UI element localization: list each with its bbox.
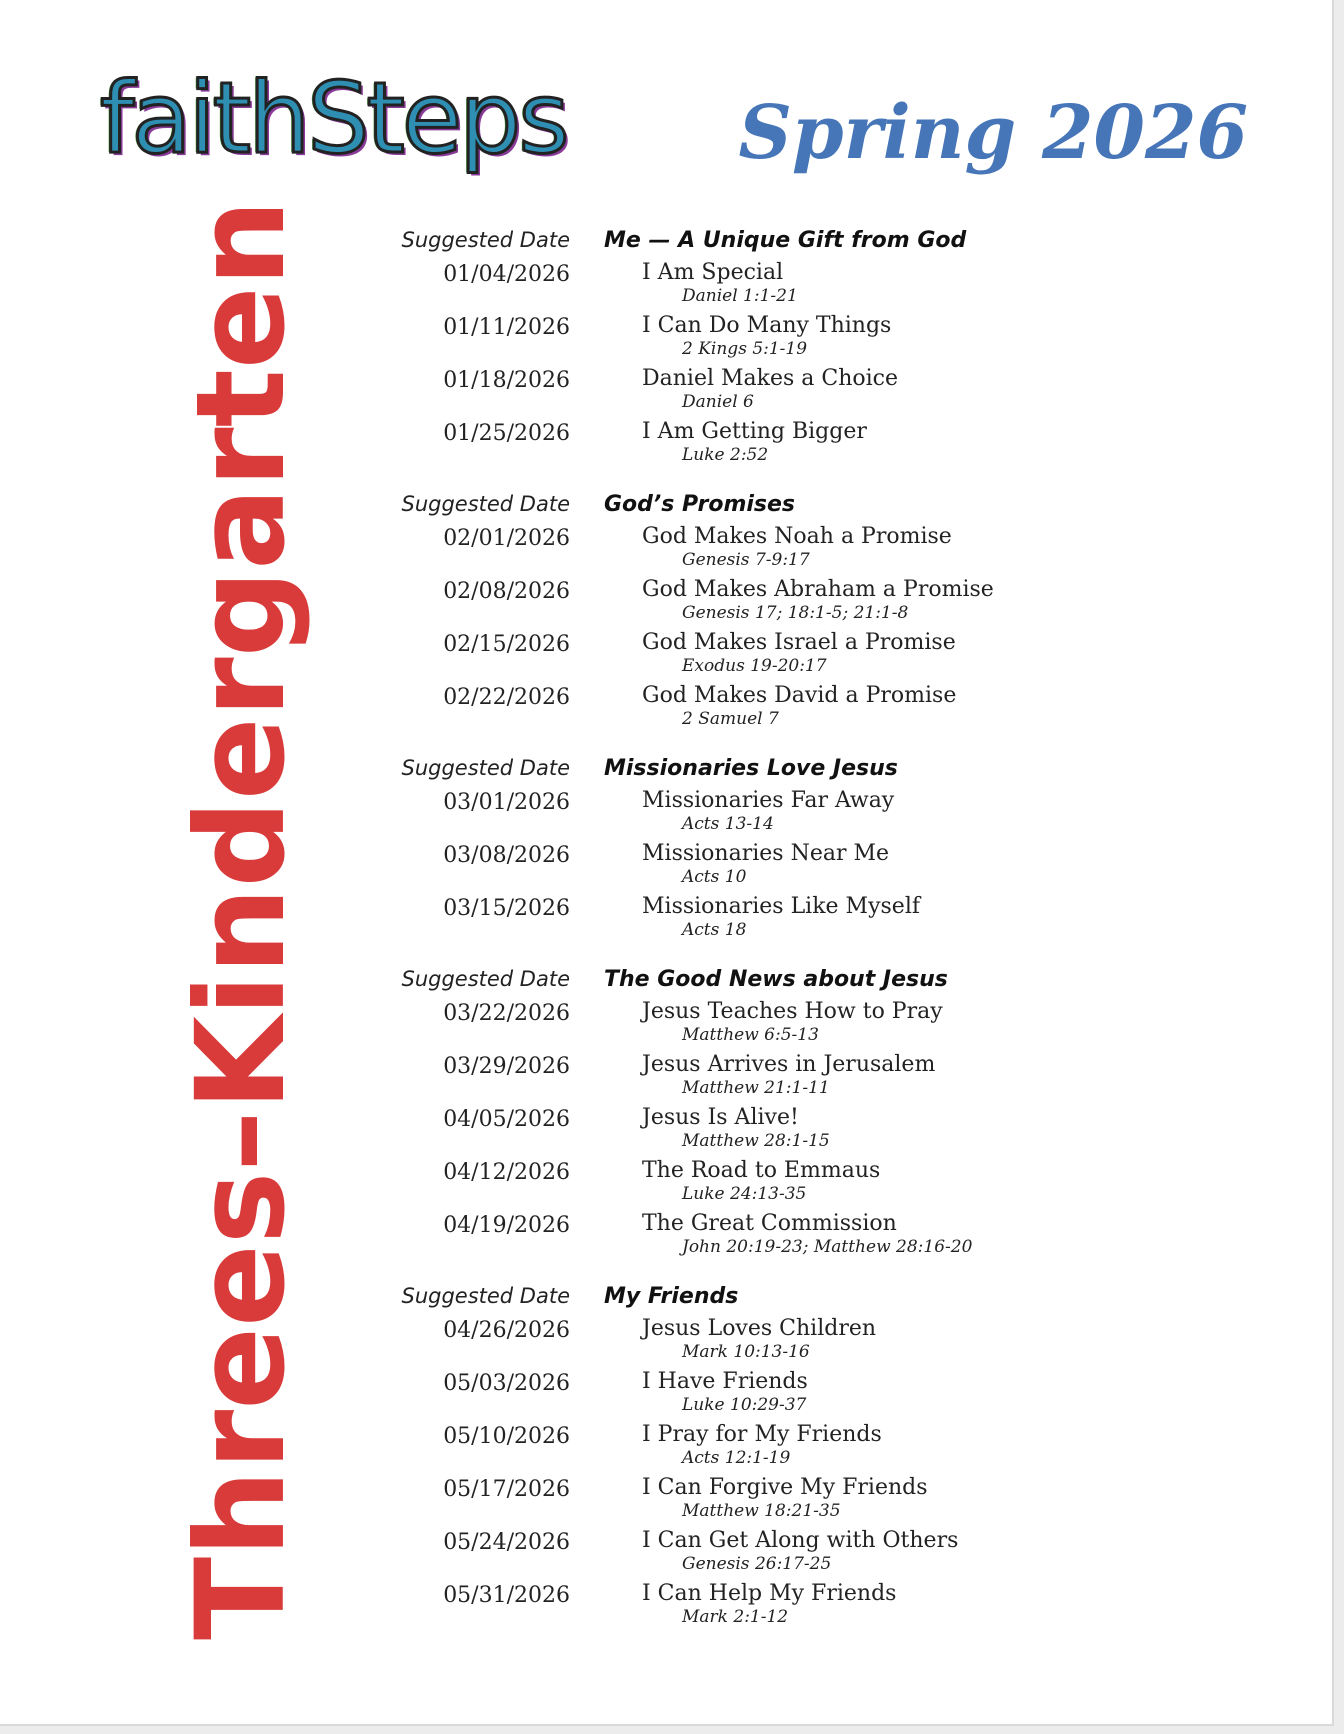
lesson-title: Jesus Is Alive! [642,1105,799,1130]
scripture-reference: Acts 10 [682,867,747,887]
suggested-date-label: Suggested Date [401,967,570,991]
suggested-date-label: Suggested Date [401,756,570,780]
lesson-title: I Pray for My Friends [642,1422,882,1447]
lesson-title: God Makes David a Promise [642,683,957,708]
scripture-reference: Acts 18 [682,920,747,940]
lesson-row [360,999,1180,1052]
lesson-date: 05/31/2026 [443,1583,570,1608]
lesson-date: 04/19/2026 [443,1213,570,1238]
scripture-reference: Genesis 17; 18:1-5; 21:1-8 [682,603,909,623]
lesson-date: 01/18/2026 [443,368,570,393]
age-group-title: Threes–Kindergarten [170,199,312,1640]
lesson-date: 03/08/2026 [443,843,570,868]
lesson-date: 02/08/2026 [443,579,570,604]
lesson-title: I Am Getting Bigger [642,419,867,444]
lesson-row [360,1158,1180,1211]
suggested-date-label: Suggested Date [401,1284,570,1308]
lesson-title: Missionaries Near Me [642,841,890,866]
lesson-date: 01/25/2026 [443,421,570,446]
unit-title: My Friends [604,1284,739,1309]
lesson-row [360,577,1180,630]
scripture-reference: Exodus 19-20:17 [682,656,827,676]
unit-title: The Good News about Jesus [604,967,948,992]
lesson-title: God Makes Abraham a Promise [642,577,994,602]
lesson-title: I Can Forgive My Friends [642,1475,928,1500]
scripture-reference: Luke 10:29-37 [682,1395,807,1415]
scripture-reference: Daniel 6 [682,392,754,412]
lesson-title: I Can Get Along with Others [642,1528,959,1553]
suggested-date-label: Suggested Date [401,228,570,252]
unit-section [360,1284,1180,1634]
scripture-reference: Acts 12:1-19 [682,1448,791,1468]
lesson-date: 01/11/2026 [443,315,570,340]
lesson-title: Missionaries Far Away [642,788,895,813]
lesson-date: 05/03/2026 [443,1371,570,1396]
lesson-date: 05/10/2026 [443,1424,570,1449]
lesson-date: 04/26/2026 [443,1318,570,1343]
unit-section [360,228,1180,472]
season-title: Spring 2026 [738,90,1248,176]
unit-title: Me — A Unique Gift from God [604,228,967,253]
lesson-title: The Road to Emmaus [642,1158,881,1183]
lesson-row [360,788,1180,841]
lesson-row [360,630,1180,683]
lesson-date: 02/01/2026 [443,526,570,551]
lesson-title: Jesus Loves Children [642,1316,877,1341]
unit-header [360,967,1180,999]
lesson-row [360,260,1180,313]
lesson-row [360,1105,1180,1158]
lesson-date: 05/17/2026 [443,1477,570,1502]
lesson-row [360,1422,1180,1475]
lesson-row [360,1316,1180,1369]
lesson-title: Missionaries Like Myself [642,894,920,919]
scripture-reference: Matthew 18:21-35 [682,1501,841,1521]
scripture-reference: John 20:19-23; Matthew 28:16-20 [682,1237,973,1257]
scripture-reference: Matthew 28:1-15 [682,1131,830,1151]
lesson-row [360,1581,1180,1634]
unit-title: God’s Promises [604,492,796,517]
lesson-row [360,1052,1180,1105]
lesson-date: 03/15/2026 [443,896,570,921]
lesson-date: 03/01/2026 [443,790,570,815]
unit-header [360,756,1180,788]
lesson-row [360,366,1180,419]
unit-section [360,967,1180,1264]
lesson-row [360,1369,1180,1422]
lesson-title: I Have Friends [642,1369,808,1394]
scripture-reference: Luke 24:13-35 [682,1184,807,1204]
scripture-reference: Genesis 26:17-25 [682,1554,832,1574]
scripture-reference: Matthew 6:5-13 [682,1025,819,1045]
lesson-row [360,683,1180,736]
unit-section [360,756,1180,947]
lesson-date: 04/05/2026 [443,1107,570,1132]
lesson-row [360,894,1180,947]
lesson-row [360,1528,1180,1581]
unit-title: Missionaries Love Jesus [604,756,898,781]
unit-header [360,492,1180,524]
lesson-title: I Am Special [642,260,784,285]
unit-section [360,492,1180,736]
lesson-title: I Can Help My Friends [642,1581,897,1606]
lesson-schedule [360,228,1180,1654]
lesson-date: 03/22/2026 [443,1001,570,1026]
lesson-row [360,1475,1180,1528]
unit-header [360,1284,1180,1316]
scripture-reference: 2 Kings 5:1-19 [682,339,808,359]
lesson-title: The Great Commission [642,1211,897,1236]
scripture-reference: Mark 2:1-12 [682,1607,789,1627]
faithsteps-logo: faithSteps [100,62,567,176]
lesson-date: 05/24/2026 [443,1530,570,1555]
lesson-title: God Makes Noah a Promise [642,524,952,549]
lesson-row [360,841,1180,894]
lesson-row [360,313,1180,366]
scripture-reference: Mark 10:13-16 [682,1342,810,1362]
lesson-date: 03/29/2026 [443,1054,570,1079]
scripture-reference: 2 Samuel 7 [682,709,779,729]
lesson-title: Daniel Makes a Choice [642,366,899,391]
lesson-row [360,524,1180,577]
scripture-reference: Daniel 1:1-21 [682,286,798,306]
lesson-date: 04/12/2026 [443,1160,570,1185]
lesson-row [360,1211,1180,1264]
lesson-title: God Makes Israel a Promise [642,630,956,655]
scripture-reference: Genesis 7-9:17 [682,550,810,570]
lesson-title: I Can Do Many Things [642,313,892,338]
lesson-date: 01/04/2026 [443,262,570,287]
unit-header [360,228,1180,260]
scripture-reference: Matthew 21:1-11 [682,1078,830,1098]
lesson-date: 02/15/2026 [443,632,570,657]
suggested-date-label: Suggested Date [401,492,570,516]
lesson-date: 02/22/2026 [443,685,570,710]
scripture-reference: Acts 13-14 [682,814,774,834]
lesson-title: Jesus Teaches How to Pray [642,999,943,1024]
lesson-row [360,419,1180,472]
lesson-title: Jesus Arrives in Jerusalem [642,1052,936,1077]
scripture-reference: Luke 2:52 [682,445,769,465]
